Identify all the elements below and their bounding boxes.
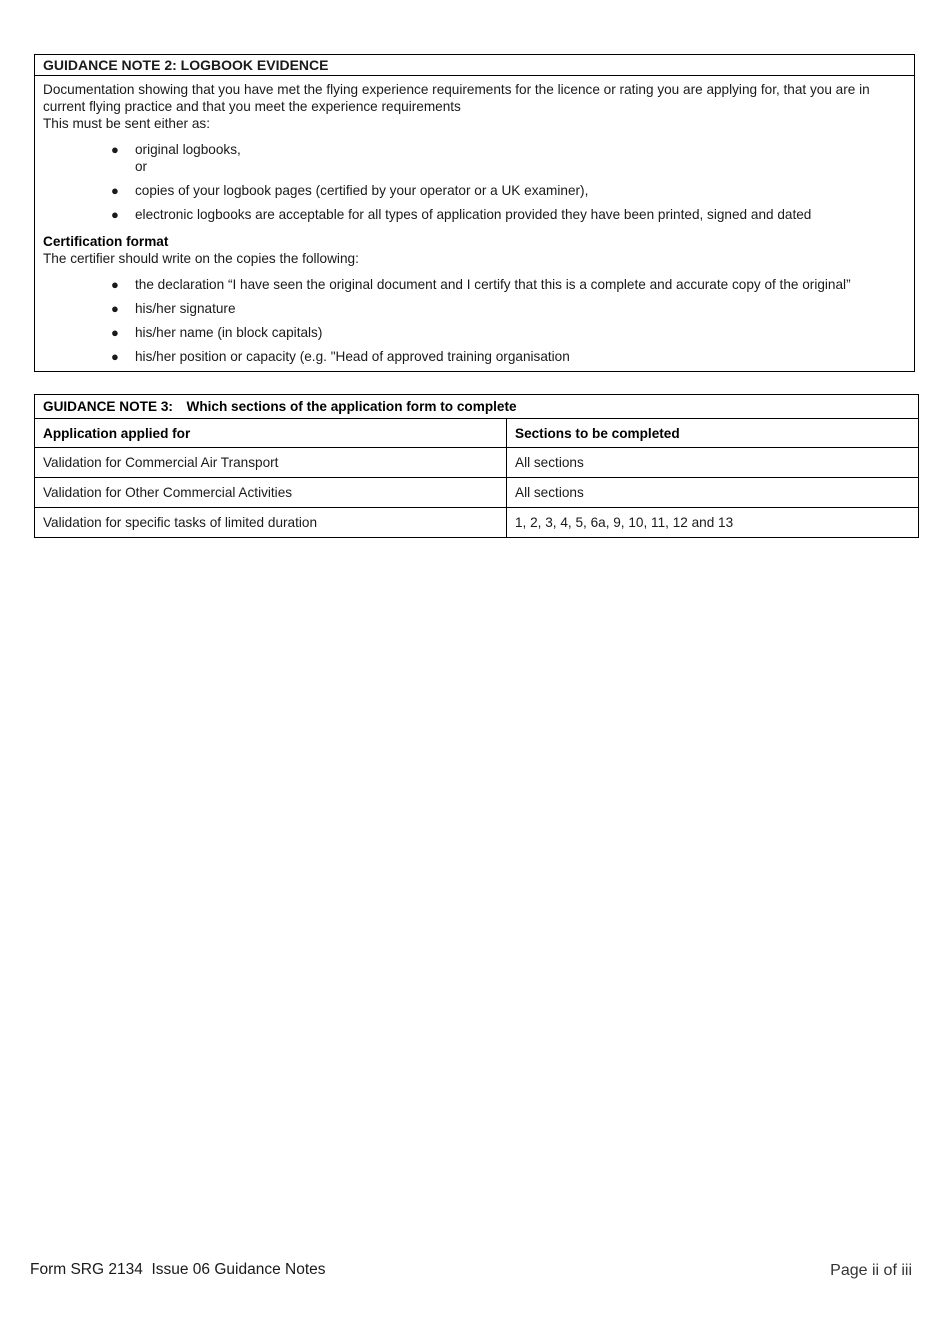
table-cell-application: Validation for Commercial Air Transport (35, 448, 507, 478)
certification-intro: The certifier should write on the copies the following: (43, 251, 359, 266)
guidance-note-3-title: GUIDANCE NOTE 3: Which sections of the application form to complete (35, 395, 919, 419)
list-item (43, 182, 906, 199)
bullet-icon: ● (111, 183, 119, 198)
sent-as-text: This must be sent either as: (43, 116, 210, 131)
bullet-icon: ● (111, 349, 119, 364)
list-item-text: electronic logbooks are acceptable for all types of application provided they have been printed, signed and dated (135, 207, 812, 222)
list-item (43, 206, 906, 223)
list-item-text: the declaration “I have seen the original document and I certify that this is a complete and accurate copy of the original” (135, 277, 851, 292)
table-cell-sections: 1, 2, 3, 4, 5, 6a, 9, 10, 11, 12 and 13 (507, 508, 919, 538)
list-item-subtext: or (135, 159, 148, 174)
bullet-icon: ● (111, 301, 119, 316)
footer-page-number: Page ii of iii (830, 1262, 912, 1279)
footer-form-id: Form SRG 2134 Issue 06 Guidance Notes (30, 1261, 326, 1278)
table-row (35, 508, 919, 538)
list-item-text: his/her name (in block capitals) (135, 325, 323, 340)
bullet-icon: ● (111, 142, 119, 157)
guidance-note-2-body (35, 76, 914, 371)
list-item-text: his/her signature (135, 301, 236, 316)
table-cell-sections: All sections (507, 448, 919, 478)
logbook-options-list (43, 141, 906, 223)
list-item (43, 300, 906, 317)
list-item (43, 141, 906, 175)
list-item (43, 324, 906, 341)
list-item-text: his/her position or capacity (e.g. "Head of approved training organisation (135, 349, 570, 364)
list-item-text: copies of your logbook pages (certified by your operator or a UK examiner), (135, 183, 589, 198)
table-row (35, 478, 919, 508)
list-item-text: original logbooks, (135, 142, 241, 157)
table-cell-sections: All sections (507, 478, 919, 508)
logbook-intro: Documentation showing that you have met the flying experience requirements for the licence or rating you are applying for, that you are in current flying practice and that you meet the experience requirements (43, 82, 870, 114)
guidance-note-2 (34, 54, 915, 372)
guidance-note-2-title: GUIDANCE NOTE 2: LOGBOOK EVIDENCE (35, 55, 914, 76)
list-item (43, 348, 906, 365)
column-header-sections: Sections to be completed (507, 419, 919, 448)
guidance-note-3-table (34, 394, 919, 538)
bullet-icon: ● (111, 277, 119, 292)
table-cell-application: Validation for Other Commercial Activities (35, 478, 507, 508)
list-item (43, 276, 906, 293)
table-cell-application: Validation for specific tasks of limited duration (35, 508, 507, 538)
column-header-application: Application applied for (35, 419, 507, 448)
certification-list (43, 276, 906, 365)
certification-format-heading: Certification format (43, 234, 169, 249)
table-row (35, 448, 919, 478)
bullet-icon: ● (111, 207, 119, 222)
bullet-icon: ● (111, 325, 119, 340)
